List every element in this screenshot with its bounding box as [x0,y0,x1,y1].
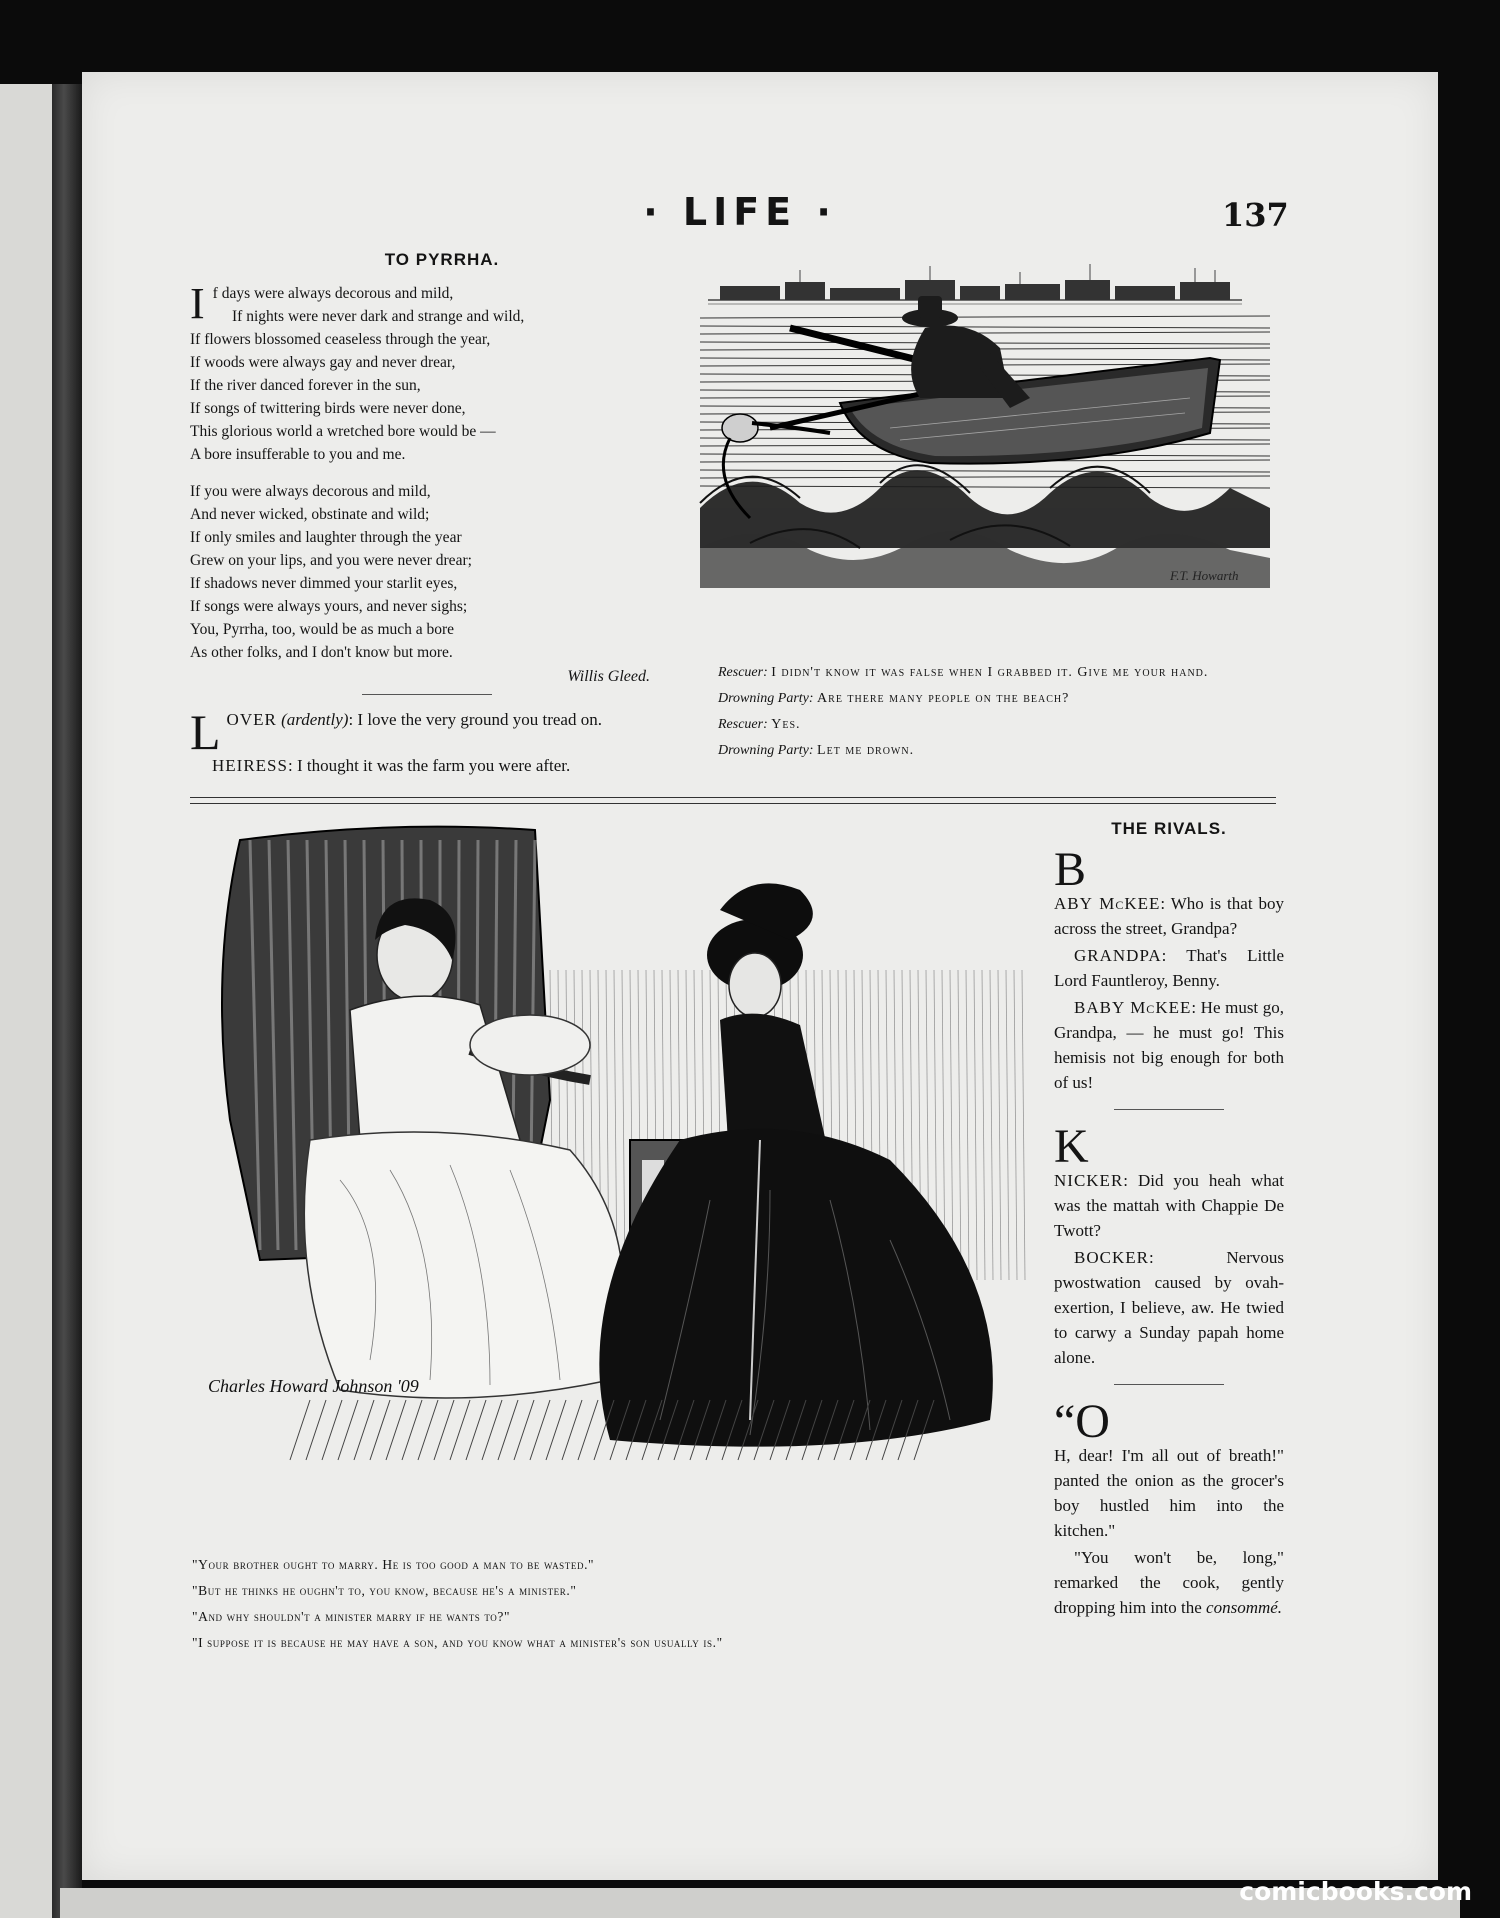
caption-line [692,712,1282,738]
hatch-line [322,1400,342,1460]
caption-text: Yes. [771,717,801,732]
speaker-lover: OVER [226,710,277,729]
poem-line: If only smiles and laughter through the year [190,529,462,546]
caption-text: Let me drown. [817,743,915,758]
drop-cap: K [1054,1120,1089,1173]
hatch-line [966,970,969,1280]
hatch-line [700,332,1270,334]
rivals-text: : That's Little Lord Fauntleroy, Benny. [1054,946,1284,990]
poem-line: If nights were never dark and strange and wild, [232,308,525,325]
lover-joke [190,704,668,778]
knicker-line [1054,1120,1284,1243]
knicker-text: : Did you heah what was the mattah with Chappie De Twott? [1054,1171,1284,1240]
hatch-line [974,970,977,1280]
poem-line: If woods were always gay and never drear, [190,354,456,371]
stage-direction: (ardently) [281,710,349,729]
poem-line: And never wicked, obstinate and wild; [190,506,430,523]
hatch-line [998,970,1001,1280]
hatch-line [578,1400,598,1460]
masthead: · LIFE · [643,190,837,234]
caption-line: "I suppose it is because he may have a son, and you know what a minister's son usually is." [192,1635,723,1650]
hatch-line [290,1400,310,1460]
hatch-line [982,970,985,1280]
bocker-text: : Nervous pwostwation caused by ovah-exertion, I believe, aw. He twied to carwy a Sunday papah home alone. [1054,1248,1284,1367]
hatch-line [1022,970,1025,1280]
poem-line: Grew on your lips, and you were never drear; [190,552,472,569]
short-divider [362,694,492,695]
hatch-line [386,1400,406,1460]
hatch-line [306,1400,326,1460]
hatch-line [498,1400,518,1460]
hatch-line [338,1400,358,1460]
short-divider [1114,1384,1224,1385]
hatch-line [622,970,625,1280]
drop-cap: B [1054,843,1087,896]
boat-artist-signature: F.T. Howarth [1170,568,1239,583]
caption-text: I didn't know it was false when I grabbed it. Give me your hand. [771,665,1209,680]
drop-cap: L [190,704,221,760]
caption-speaker: Rescuer: [718,717,768,732]
boat-caption [692,660,1282,764]
caption-speaker: Rescuer: [718,665,768,680]
hatch-line [482,1400,502,1460]
hatch-line [354,1400,374,1460]
hatch-line [466,1400,486,1460]
poem-author: Willis Gleed. [567,668,650,685]
caption-speaker: Drowning Party: [718,743,814,758]
caption-line: "And why shouldn't a minister marry if he wants to?" [192,1609,511,1624]
poem-line: A bore insufferable to you and me. [190,446,406,463]
poem-line: This glorious world a wretched bore would be — [190,423,496,440]
previous-page-edge [0,84,52,1918]
speaker-bocker: BOCKER [1074,1248,1149,1267]
hatch-line [1006,970,1009,1280]
hatch-line [514,1400,534,1460]
onion-text: H, dear! I'm all out of breath!" panted the onion as the grocer's boy hustled him into the kitchen." [1054,1446,1284,1540]
hatch-line [402,1400,422,1460]
rivals-text: : He must go, Grandpa, — he must go! This hemisis not big enough for both of us! [1054,998,1284,1092]
poem-line: If shadows never dimmed your starlit eyes, [190,575,458,592]
bocker-line [1054,1245,1284,1370]
hatch-line [546,1400,566,1460]
speaker-heiress: HEIRESS [212,756,288,775]
hatch-line [990,970,993,1280]
speaker-baby-mckee: ABY McKEE [1054,894,1161,913]
hatch-line [700,476,1270,478]
poem-body [190,279,650,678]
hatch-line [700,316,1270,318]
drop-cap: “O [1054,1395,1110,1448]
heiress-reply [190,754,668,778]
poem-line: You, Pyrrha, too, would be as much a bore [190,621,455,638]
speaker-knicker: NICKER [1054,1171,1124,1190]
rivals-grandpa-line [1054,943,1284,993]
hatch-line [562,1400,582,1460]
hatch-line [434,1400,454,1460]
rivals-text: : Who is that boy across the street, Grandpa? [1054,894,1284,938]
hatch-line [370,1400,390,1460]
poem-line: If songs of twittering birds were never done, [190,400,466,417]
rivals-column [1054,816,1284,1622]
hatch-line [950,970,953,1280]
page-number: 137 [1222,196,1289,234]
hatch-line [1014,970,1017,1280]
rivals-title: THE RIVALS. [1111,819,1227,838]
parlor-artist-signature: Charles Howard Johnson '09 [208,1376,419,1396]
caption-line: "But he thinks he oughn't to, you know, because he's a minister." [192,1583,577,1598]
hatch-line [418,1400,438,1460]
caption-speaker: Drowning Party: [718,691,814,706]
rivals-baby-line-1 [1054,843,1284,941]
site-watermark: comicbooks.com [1239,1877,1472,1906]
section-divider [190,797,1276,804]
boat-illustration [690,258,1280,598]
parlor-illustration [190,820,1040,1520]
poem-line: If flowers blossomed ceaseless through the year, [190,331,491,348]
poem-stanza-2 [190,480,650,664]
poem-line: If you were always decorous and mild, [190,483,431,500]
speaker-baby-mckee: BABY McKEE [1074,998,1192,1017]
onion-line-2 [1054,1545,1284,1620]
poem-line: As other folks, and I don't know but more. [190,644,453,661]
caption-line [692,686,1282,712]
onion-text: "You won't be, long," remarked the cook, gently dropping him into the [1054,1548,1284,1617]
page-gutter-shadow [52,84,82,1918]
heiress-line: : I thought it was the farm you were after. [287,756,571,775]
poem-stanza-1 [190,279,650,466]
hatch-line [958,970,961,1280]
parlor-caption [192,1552,1052,1656]
poem-line-text: f days were always decorous and mild, [212,285,454,302]
caption-line: "Your brother ought to marry. He is too good a man to be wasted." [192,1557,595,1572]
hatch-line [700,326,1270,328]
caption-line [692,738,1282,764]
rivals-baby-line-2 [1054,995,1284,1095]
caption-text: Are there many people on the beach? [817,691,1070,706]
caption-line [692,660,1282,686]
speaker-grandpa: GRANDPA [1074,946,1162,965]
lover-line: : I love the very ground you tread on. [348,710,602,729]
drop-cap: I [190,279,205,328]
poem-line: If songs were always yours, and never sighs; [190,598,468,615]
hatch-line [700,470,1270,472]
hatch-line [530,1400,550,1460]
poem-line: If the river danced forever in the sun, [190,377,421,394]
poem-title: TO PYRRHA. [384,250,500,269]
short-divider [1114,1109,1224,1110]
hatch-line [450,1400,470,1460]
onion-italic: consommé. [1206,1598,1283,1617]
onion-line-1 [1054,1395,1284,1543]
